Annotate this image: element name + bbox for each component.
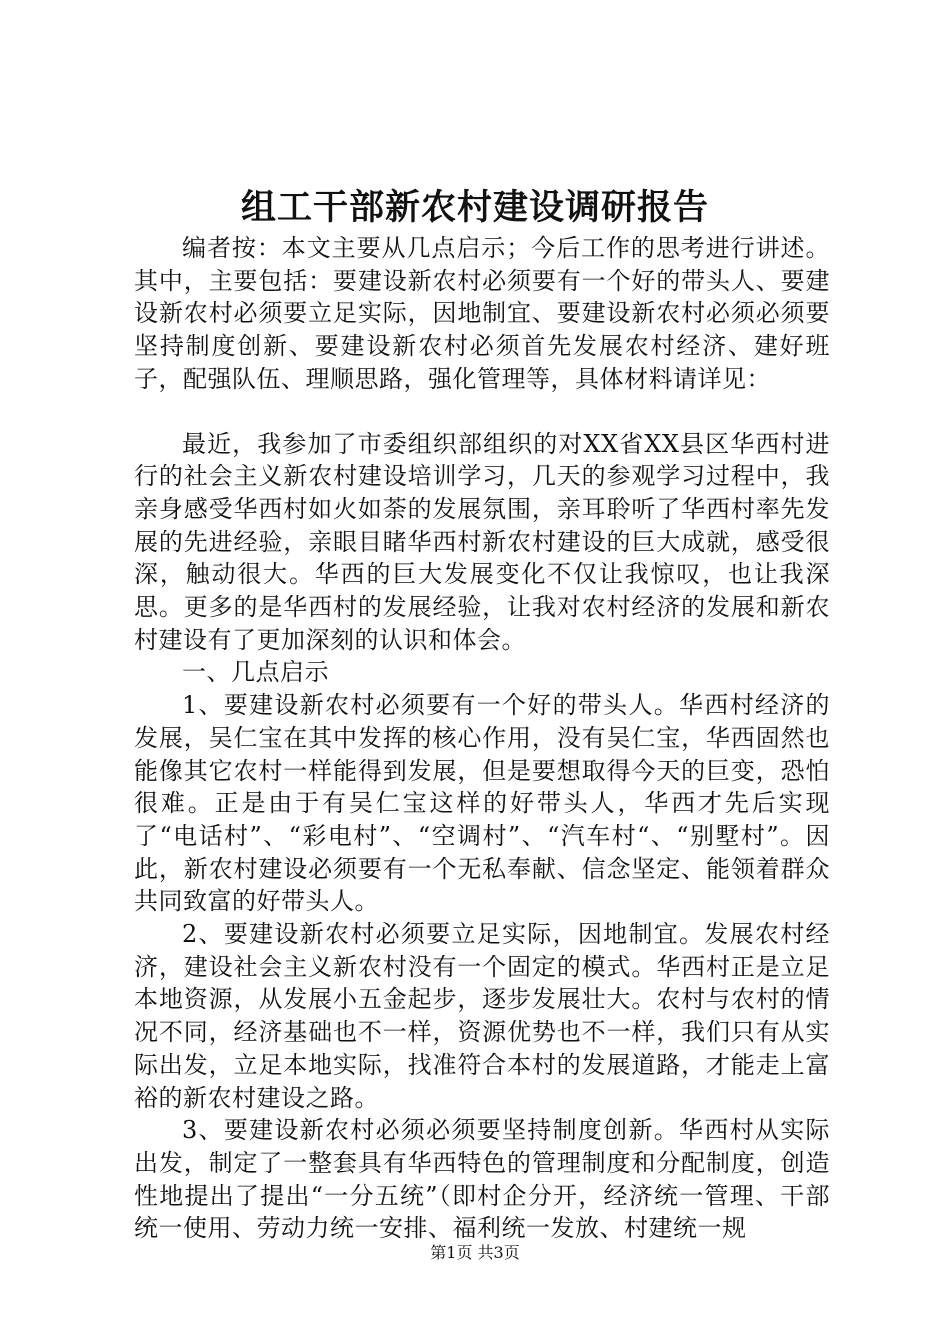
intro-paragraph: 最近，我参加了市委组织部组织的对XX省XX县区华西村进行的社会主义新农村建设培训学习，几天的参观学习过程中，我亲身感受华西村如火如荼的发展氛围，亲耳聆听了华西村率先发展的先进经验，亲眼目睹华西村新农村建设的巨大成就，感受很深，触动很大。华西的巨大发展变化不仅让我惊叹，也让我深思。更多的是华西村的发展经验，让我对农村经济的发展和新农村建设有了更加深刻的认识和体会。 — [134, 429, 830, 654]
point-paragraph-3: 3、要建设新农村必须必须要坚持制度创新。华西村从实际出发，制定了一整套具有华西特色的管理制度和分配制度，创造性地提出了提出“一分五统”（即村企分开，经济统一管理、干部统一使用、劳动力统一安排、福利统一发放、村建统一规 — [134, 1116, 830, 1243]
point-paragraph-1: 1、要建设新农村必须要有一个好的带头人。华西村经济的发展，吴仁宝在其中发挥的核心作用，没有吴仁宝，华西固然也能像其它农村一样能得到发展，但是要想取得今天的巨变，恐怕很难。正是由于有吴仁宝这样的好带头人，华西才先后实现了“电话村”、“彩电村”、“空调村”、“汽车村“、“别墅村”。因此，新农村建设必须要有一个无私奉献、信念坚定、能领着群众共同致富的好带头人。 — [134, 691, 830, 916]
document-title: 组工干部新农村建设调研报告 — [240, 187, 709, 228]
point-paragraph-2: 2、要建设新农村必须要立足实际，因地制宜。发展农村经济，建设社会主义新农村没有一个固定的模式。华西村正是立足本地资源，从发展小五金起步，逐步发展壮大。农村与农村的情况不同，经济基础也不一样，资源优势也不一样，我们只有从实际出发，立足本地实际，找准符合本村的发展道路，才能走上富裕的新农村建设之路。 — [134, 920, 830, 1112]
document-body — [134, 232, 830, 1245]
page-number-footer: 第1页 共3页 — [430, 1243, 520, 1262]
section-heading: 一、几点启示 — [182, 658, 329, 687]
editor-note-paragraph: 编者按：本文主要从几点启示；今后工作的思考进行讲述。其中，主要包括：要建设新农村必须要有一个好的带头人、要建设新农村必须要立足实际，因地制宜、要建设新农村必须必须要坚持制度创新、要建设新农村必须首先发展农村经济、建好班子，配强队伍、理顺思路，强化管理等，具体材料请详见： — [134, 234, 830, 393]
